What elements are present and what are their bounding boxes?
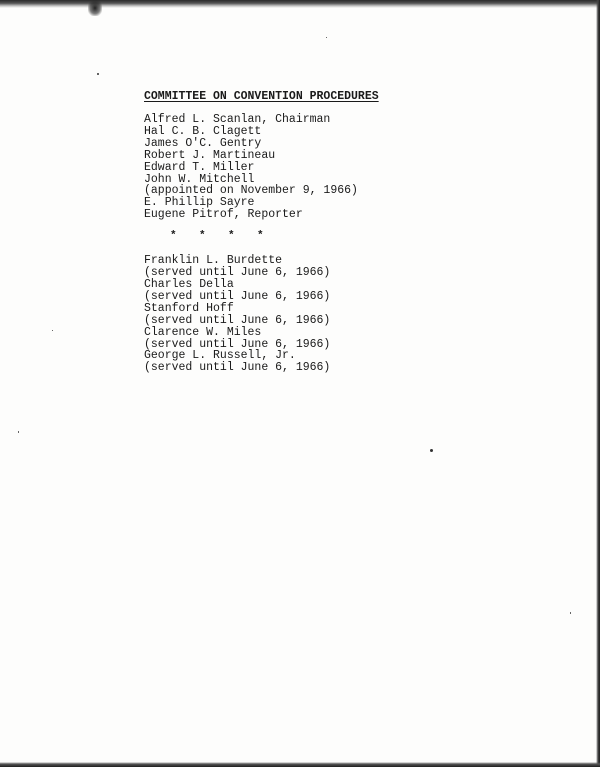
scan-speck <box>97 73 99 75</box>
former-member-entry: Franklin L. Burdette <box>144 254 283 268</box>
member-entry: Robert J. Martineau <box>144 148 276 162</box>
member-entry: John W. Mitchell <box>144 172 255 186</box>
document-body <box>144 90 444 374</box>
former-member-note: (served until June 6, 1966) <box>144 313 331 327</box>
asterisk: * <box>199 230 206 243</box>
asterisk: * <box>170 230 177 243</box>
former-member-entry: Stanford Hoff <box>144 301 234 315</box>
former-member-note: (served until June 6, 1966) <box>144 266 331 280</box>
scan-speck <box>326 37 327 38</box>
scan-speck <box>430 449 433 452</box>
former-member-note: (served until June 6, 1966) <box>144 289 331 303</box>
member-entry: Alfred L. Scanlan, Chairman <box>144 113 331 126</box>
member-note: (appointed on November 9, 1966) <box>144 184 358 198</box>
former-member-note: (served until June 6, 1966) <box>144 361 331 375</box>
section-separator <box>170 230 444 242</box>
document-title: COMMITTEE ON CONVENTION PROCEDURES <box>144 90 379 103</box>
member-entry: Eugene Pitrof, Reporter <box>144 208 303 222</box>
former-member-entry: George L. Russell, Jr. <box>144 349 296 363</box>
member-entry: Hal C. B. Clagett <box>144 124 262 138</box>
asterisk: * <box>228 230 235 243</box>
member-entry: E. Phillip Sayre <box>144 196 255 210</box>
scan-speck <box>52 330 53 331</box>
scan-speck <box>18 431 19 433</box>
asterisk: * <box>257 230 264 243</box>
member-list <box>144 114 444 221</box>
scan-bottom-edge <box>0 762 600 767</box>
former-member-entry: Clarence W. Miles <box>144 325 262 339</box>
member-entry: James O'C. Gentry <box>144 136 262 150</box>
scan-speck <box>570 612 571 614</box>
member-entry: Edward T. Miller <box>144 160 255 174</box>
former-member-note: (served until June 6, 1966) <box>144 337 331 351</box>
former-member-list <box>144 255 444 374</box>
former-member-entry: Charles Della <box>144 277 234 291</box>
scan-right-edge <box>596 0 600 767</box>
scan-smudge <box>88 0 102 16</box>
